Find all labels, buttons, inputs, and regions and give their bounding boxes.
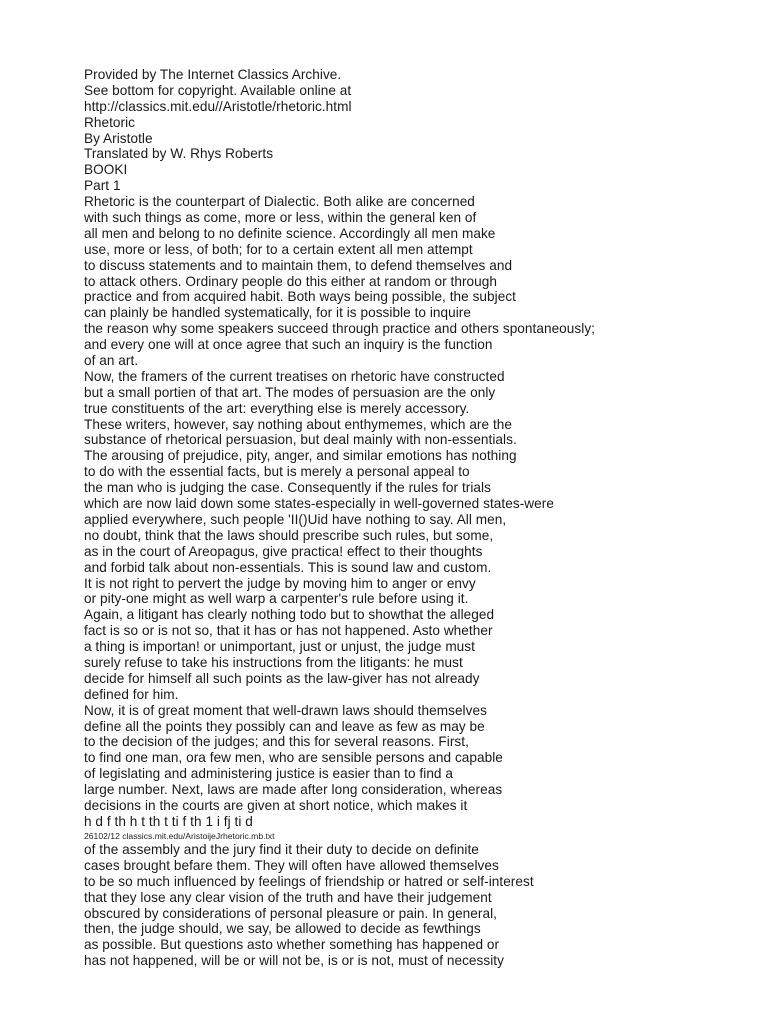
continuation-text bbox=[84, 842, 724, 969]
document-page bbox=[84, 67, 724, 969]
document-author: By Aristotle bbox=[84, 130, 153, 146]
text-line: with such things as come, more or less, within the general ken of bbox=[84, 210, 477, 226]
text-line: to be so much influenced by feelings of friendship or hatred or self-interest bbox=[84, 873, 534, 889]
header-line: http://classics.mit.edu//Aristotle/rhetoric.html bbox=[84, 98, 352, 114]
text-line: no doubt, think that the laws should prescribe such rules, but some, bbox=[84, 527, 494, 543]
text-line: of legislating and administering justice is easier than to find a bbox=[84, 766, 453, 782]
text-line: substance of rhetorical persuasion, but deal mainly with non-essentials. bbox=[84, 432, 517, 448]
document-header bbox=[84, 67, 724, 194]
text-line: Rhetoric is the counterpart of Dialectic. Both alike are concerned bbox=[84, 194, 475, 210]
text-line: as in the court of Areopagus, give practica! effect to their thoughts bbox=[84, 543, 483, 559]
document-title: Rhetoric bbox=[84, 114, 136, 130]
text-line: the reason why some speakers succeed through practice and others spontaneously; bbox=[84, 321, 595, 337]
text-line: to attack others. Ordinary people do this either at random or through bbox=[84, 273, 498, 289]
text-line: fact is so or is not so, that it has or has not happened. Asto whether bbox=[84, 623, 493, 639]
text-line: which are now laid down some states-especially in well-governed states-were bbox=[84, 496, 554, 512]
text-line: true constituents of the art: everything else is merely accessory. bbox=[84, 400, 470, 416]
text-line: as possible. But questions asto whether something has happened or bbox=[84, 937, 500, 953]
text-line: obscured by considerations of personal pleasure or pain. In general, bbox=[84, 905, 497, 921]
part-heading: Part 1 bbox=[84, 178, 121, 194]
text-line: cases brought befare them. They will often have allowed themselves bbox=[84, 857, 499, 873]
text-line: of an art. bbox=[84, 353, 139, 369]
text-line: define all the points they possibly can and leave as few as may be bbox=[84, 718, 485, 734]
text-line: decisions in the courts are given at short notice, which makes it bbox=[84, 797, 468, 813]
header-line: Provided by The Internet Classics Archive. bbox=[84, 67, 342, 82]
text-line: It is not right to pervert the judge by moving him to anger or envy bbox=[84, 575, 476, 591]
text-line: decide for himself all such points as the law-giver has not already bbox=[84, 670, 480, 686]
body-text bbox=[84, 194, 724, 830]
text-line: to do with the essential facts, but is merely a personal appeal to bbox=[84, 464, 470, 480]
text-line: practice and from acquired habit. Both ways being possible, the subject bbox=[84, 289, 516, 305]
text-line: can plainly be handled systematically, for it is possible to inquire bbox=[84, 305, 471, 321]
text-line: applied everywhere, such people 'II()Uid have nothing to say. All men, bbox=[84, 511, 507, 527]
text-line: and every one will at once agree that such an inquiry is the function bbox=[84, 337, 493, 353]
header-line: See bottom for copyright. Available online at bbox=[84, 82, 352, 98]
text-line: that they lose any clear vision of the truth and have their judgement bbox=[84, 889, 492, 905]
text-line: The arousing of prejudice, pity, anger, and similar emotions has nothing bbox=[84, 448, 517, 464]
text-line: Now, the framers of the current treatises on rhetoric have constructed bbox=[84, 368, 505, 384]
text-line: use, more or less, of both; for to a certain extent all men attempt bbox=[84, 241, 473, 257]
text-line: all men and belong to no definite science. Accordingly all men make bbox=[84, 225, 496, 241]
text-line: the man who is judging the case. Consequently if the rules for trials bbox=[84, 480, 491, 496]
text-line: surely refuse to take his instructions from the litigants: he must bbox=[84, 654, 463, 670]
text-line: These writers, however, say nothing about enthymemes, which are the bbox=[84, 416, 512, 432]
page-footer: 26102/12 classics.mit.edu/AristoijeJrhetoric.mb.txt bbox=[84, 830, 275, 841]
text-line: large number. Next, laws are made after long consideration, whereas bbox=[84, 782, 503, 798]
text-line: but a small portien of that art. The modes of persuasion are the only bbox=[84, 384, 496, 400]
text-line: a thing is importan! or unimportant, just or unjust, the judge must bbox=[84, 639, 475, 655]
garbled-text-line: h d f th h t th t ti f th 1 i fj ti d bbox=[84, 813, 253, 829]
text-line: then, the judge should, we say, be allowed to decide as fewthings bbox=[84, 921, 481, 937]
text-line: Now, it is of great moment that well-drawn laws should themselves bbox=[84, 702, 487, 718]
text-line: to find one man, ora few men, who are sensible persons and capable bbox=[84, 750, 503, 766]
text-line: Again, a litigant has clearly nothing todo but to showthat the alleged bbox=[84, 607, 495, 623]
text-line: to the decision of the judges; and this for several reasons. First, bbox=[84, 734, 469, 750]
book-heading: BOOKI bbox=[84, 162, 128, 178]
text-line: of the assembly and the jury find it their duty to decide on definite bbox=[84, 841, 479, 857]
text-line: defined for him. bbox=[84, 686, 179, 702]
text-line: and forbid talk about non-essentials. This is sound law and custom. bbox=[84, 559, 492, 575]
text-line: has not happened, will be or will not be, is or is not, must of necessity bbox=[84, 953, 504, 969]
document-translator: Translated by W. Rhys Roberts bbox=[84, 146, 274, 162]
text-line: to discuss statements and to maintain them, to defend themselves and bbox=[84, 257, 513, 273]
text-line: or pity-one might as well warp a carpenter's rule before using it. bbox=[84, 591, 469, 607]
